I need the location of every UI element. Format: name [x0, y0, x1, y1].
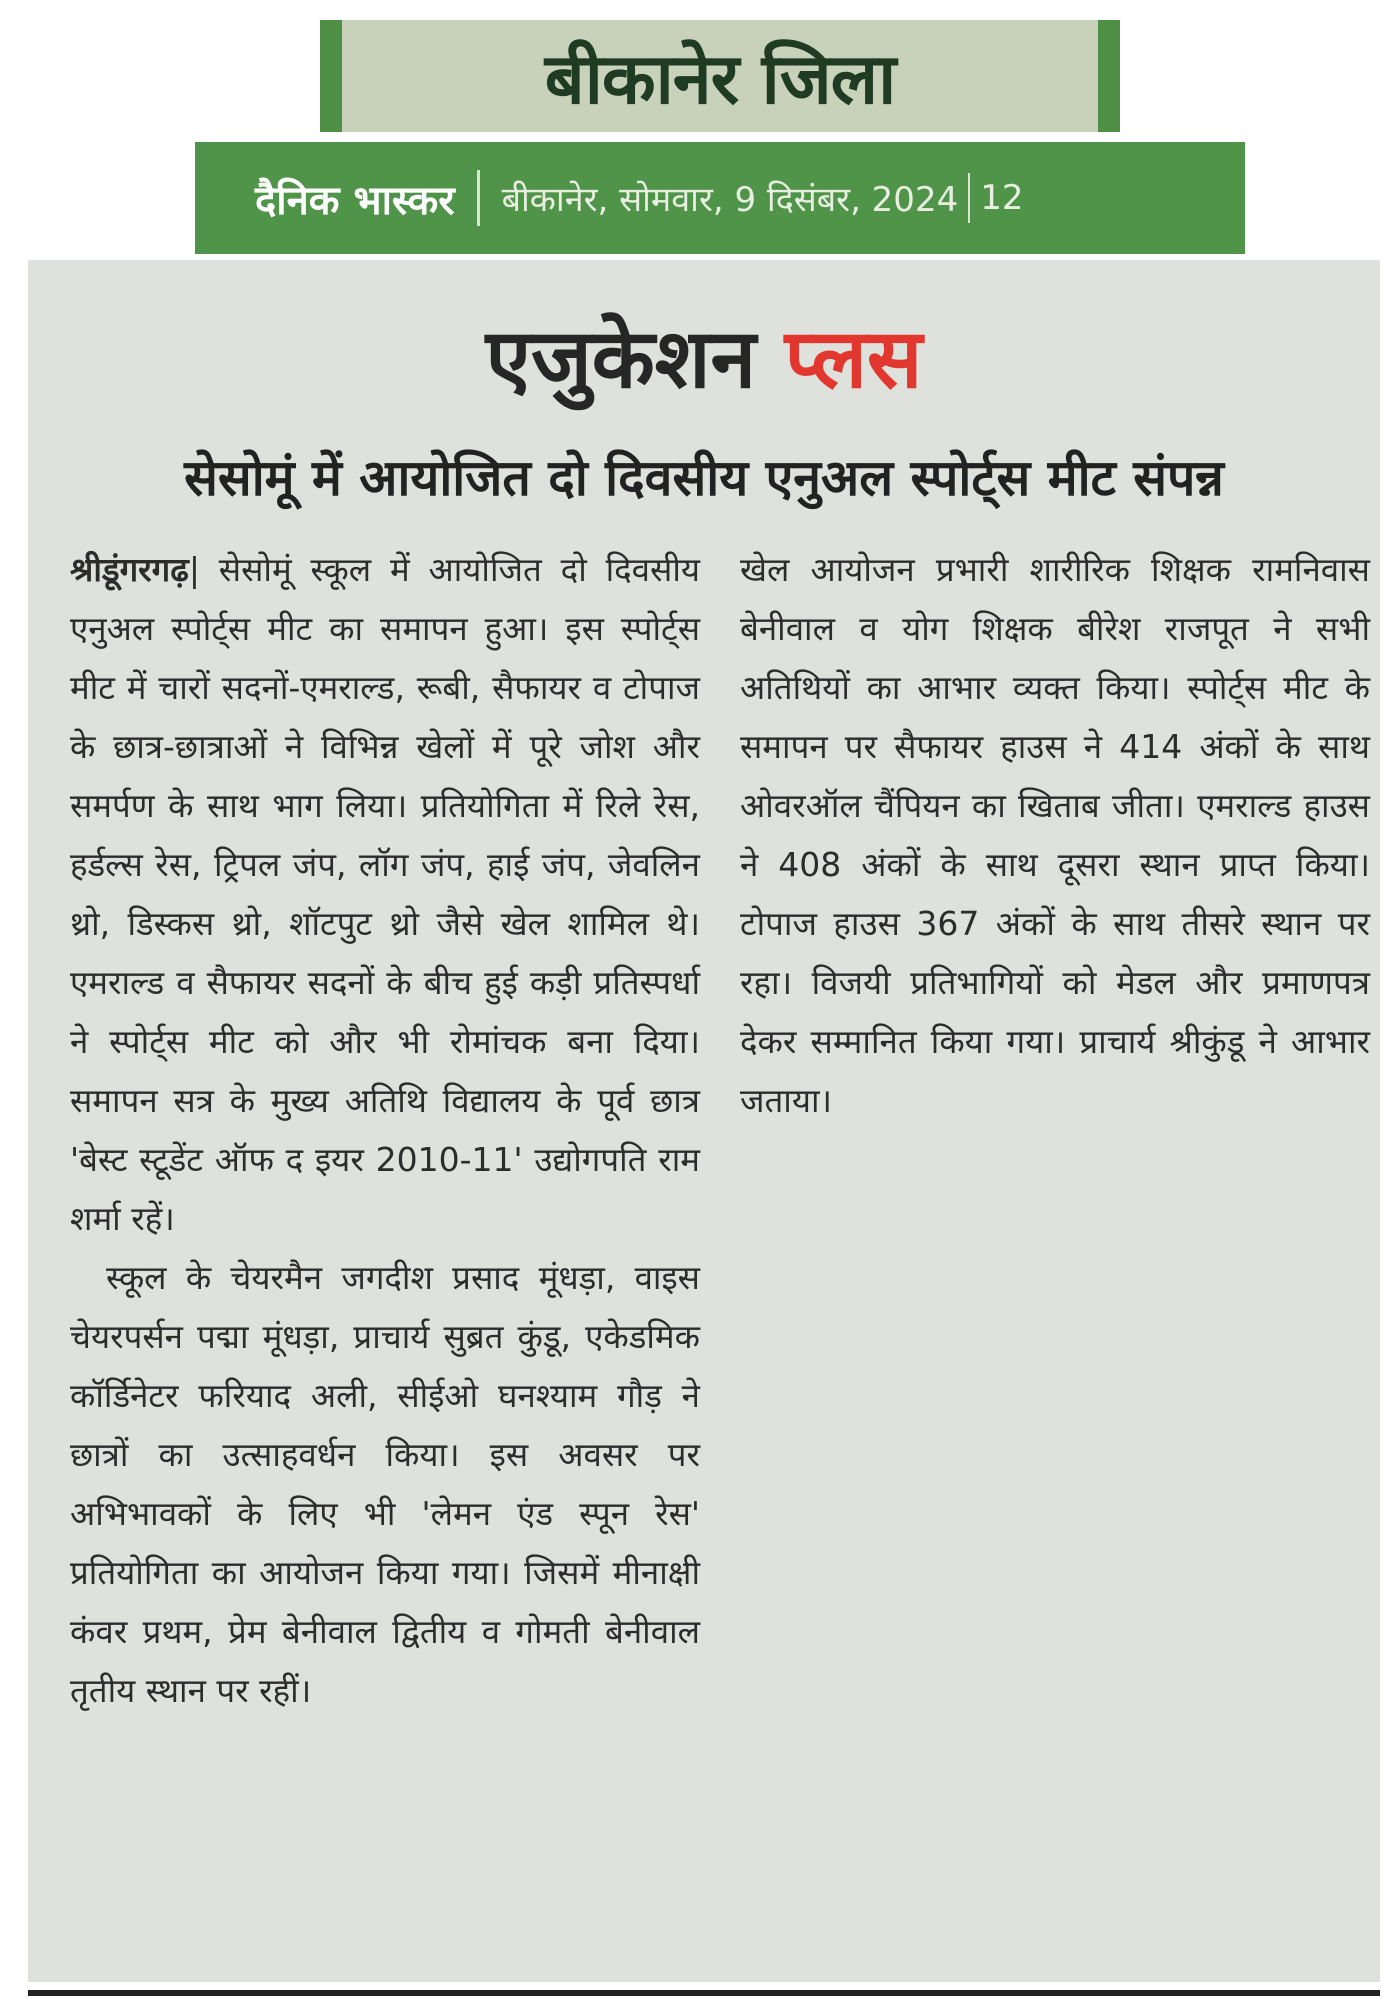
- section-heading: [28, 310, 1380, 410]
- column-left: [70, 540, 700, 1970]
- article-body: [70, 540, 1370, 1970]
- masthead-strip: [195, 142, 1245, 254]
- location-dateline: श्रीडूंगरगढ़: [70, 550, 189, 589]
- section-banner: [320, 20, 1120, 132]
- newspaper-name: दैनिक भास्कर: [255, 177, 455, 224]
- column-right: [740, 540, 1370, 1970]
- section-heading-part2: प्लस: [784, 312, 923, 407]
- dateline-bar: |: [188, 550, 219, 589]
- divider: [968, 173, 970, 223]
- paragraph: [70, 1248, 700, 1720]
- paragraph: [740, 540, 1370, 1130]
- section-title: बीकानेर जिला: [544, 38, 896, 120]
- article-headline: सेसोमूं में आयोजित दो दिवसीय एनुअल स्पोर्ट्स मीट संपन्न: [184, 449, 1224, 507]
- paragraph-text: स्कूल के चेयरमैन जगदीश प्रसाद मूंधड़ा, वाइस चेयरपर्सन पद्मा मूंधड़ा, प्राचार्य सुब्रत कुंडू, एकेडमिक कॉर्डिनेटर फरियाद अली, सीईओ घनश्याम गौड़ ने छात्रों का उत्साहवर्धन किया। इस अवसर पर अभिभावकों के लिए भी 'लेमन एंड स्पून रेस' प्रतियोगिता का आयोजन किया गया। जिसमें मीनाक्षी कंवर प्रथम, प्रेम बेनीवाल द्वितीय व गोमती बेनीवाल तृतीय स्थान पर रहीं।: [70, 1258, 700, 1710]
- dateline: बीकानेर, सोमवार, 9 दिसंबर, 2024: [501, 180, 959, 220]
- bottom-rule: [28, 1990, 1380, 1996]
- paragraph-text: खेल आयोजन प्रभारी शारीरिक शिक्षक रामनिवास बेनीवाल व योग शिक्षक बीरेश राजपूत ने सभी अतिथियों का आभार व्यक्त किया। स्पोर्ट्स मीट के समापन पर सैफायर हाउस ने 414 अंकों के साथ ओवरऑल चैंपियन का खिताब जीता। एमराल्ड हाउस ने 408 अंकों के साथ दूसरा स्थान प्राप्त किया। टोपाज हाउस 367 अंकों के साथ तीसरे स्थान पर रहा। विजयी प्रतिभागियों को मेडल और प्रमाणपत्र देकर सम्मानित किया गया। प्राचार्य श्रीकुंडू ने आभार जताया।: [740, 550, 1370, 1120]
- paragraph: [70, 540, 700, 1248]
- divider: [477, 170, 480, 226]
- section-heading-part1: एजुकेशन: [485, 312, 757, 407]
- page-number: 12: [980, 178, 1024, 218]
- paragraph-text: सेसोमूं स्कूल में आयोजित दो दिवसीय एनुअल स्पोर्ट्स मीट का समापन हुआ। इस स्पोर्ट्स मीट में चारों सदनों-एमराल्ड, रूबी, सैफायर व टोपाज के छात्र-छात्राओं ने विभिन्न खेलों में पूरे जोश और समर्पण के साथ भाग लिया। प्रतियोगिता में रिले रेस, हर्डल्स रेस, ट्रिपल जंप, लॉग जंप, हाई जंप, जेवलिन थ्रो, डिस्कस थ्रो, शॉटपुट थ्रो जैसे खेल शामिल थे। एमराल्ड व सैफायर सदनों के बीच हुई कड़ी प्रतिस्पर्धा ने स्पोर्ट्स मीट को और भी रोमांचक बना दिया। समापन सत्र के मुख्य अतिथि विद्यालय के पूर्व छात्र 'बेस्ट स्टूडेंट ऑफ द इयर 2010-11' उद्योगपति राम शर्मा रहें।: [70, 550, 701, 1238]
